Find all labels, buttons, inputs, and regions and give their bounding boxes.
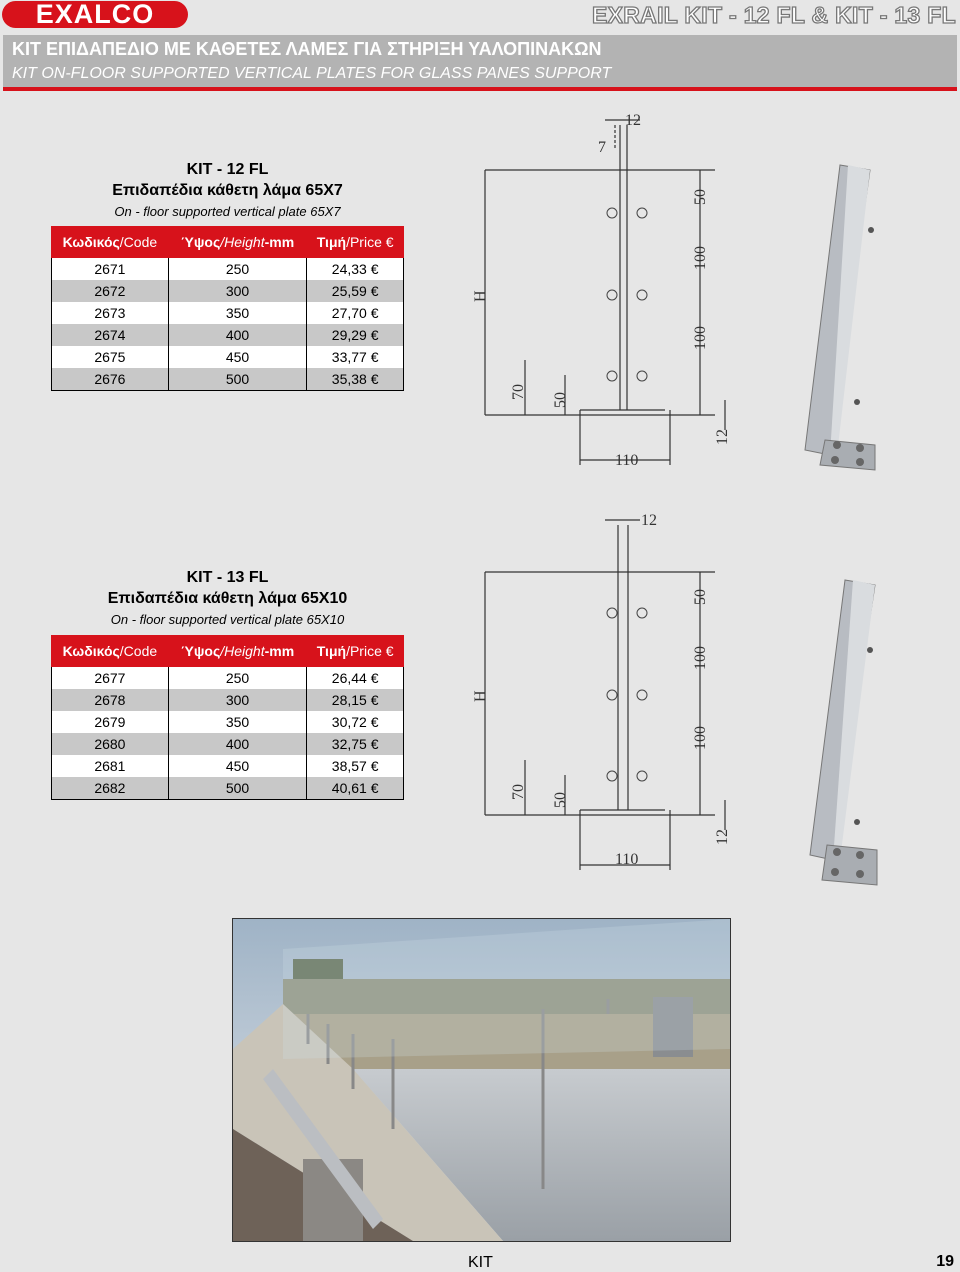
- table-row: [52, 667, 404, 690]
- table-row: [52, 733, 404, 755]
- height-cell: 300: [168, 689, 307, 711]
- dim-7-label: 7: [598, 139, 606, 156]
- code-cell: 2674: [52, 324, 169, 346]
- page-header-title: EXRAIL KIT - 12 FL & KIT - 13 FL: [591, 2, 956, 28]
- dim-12-label: 12: [625, 112, 641, 129]
- title-banner: [3, 35, 957, 91]
- dim-50-label: 50: [552, 792, 569, 808]
- code-cell: 2680: [52, 733, 169, 755]
- table-row: [52, 368, 404, 391]
- page-number: 19: [936, 1253, 954, 1270]
- height-column-header: Ύψος/Height-mm: [168, 636, 307, 667]
- table-row: [52, 346, 404, 368]
- dim-50-label: 50: [692, 189, 709, 205]
- dim-100-label: 100: [692, 246, 709, 270]
- height-cell: 500: [168, 777, 307, 800]
- price-cell: 35,38 €: [307, 368, 404, 391]
- dim-110-label: 110: [615, 452, 639, 469]
- code-column-header: Κωδικός/Code: [52, 636, 169, 667]
- kit12-desc-greek: Επιδαπέδια κάθετη λάμα 65Χ7: [112, 182, 343, 199]
- table-row: [52, 258, 404, 281]
- table-row: [52, 755, 404, 777]
- kit13-technical-drawing: [465, 510, 885, 890]
- dim-50-label: 50: [552, 392, 569, 408]
- height-cell: 450: [168, 755, 307, 777]
- price-cell: 38,57 €: [307, 755, 404, 777]
- dim-12-label: 12: [714, 829, 731, 845]
- height-cell: 450: [168, 346, 307, 368]
- code-column-header: Κωδικός/Code: [52, 227, 169, 258]
- price-cell: 27,70 €: [307, 302, 404, 324]
- price-column-header: Τιμή/Price €: [307, 636, 404, 667]
- price-cell: 40,61 €: [307, 777, 404, 800]
- price-cell: 26,44 €: [307, 667, 404, 690]
- dim-12-label: 12: [714, 429, 731, 445]
- height-cell: 350: [168, 711, 307, 733]
- price-cell: 24,33 €: [307, 258, 404, 281]
- table-row: [52, 777, 404, 800]
- table-row: [52, 324, 404, 346]
- price-cell: 29,29 €: [307, 324, 404, 346]
- installation-photo: [232, 918, 731, 1242]
- kit12-heading: [51, 160, 404, 222]
- table-header-row: [52, 636, 404, 667]
- kit13-desc-greek: Επιδαπέδια κάθετη λάμα 65Χ10: [107, 590, 348, 607]
- code-cell: 2681: [52, 755, 169, 777]
- code-cell: 2676: [52, 368, 169, 391]
- banner-title-english: KIT ON-FLOOR SUPPORTED VERTICAL PLATES FOR GLASS PANES SUPPORT: [12, 65, 612, 82]
- height-cell: 400: [168, 324, 307, 346]
- code-cell: 2679: [52, 711, 169, 733]
- dim-70-label: 70: [510, 784, 527, 800]
- price-cell: 28,15 €: [307, 689, 404, 711]
- kit13-price-table: [51, 635, 404, 800]
- code-cell: 2675: [52, 346, 169, 368]
- code-cell: 2682: [52, 777, 169, 800]
- dim-100-label: 100: [692, 726, 709, 750]
- dim-70-label: 70: [510, 384, 527, 400]
- height-cell: 250: [168, 667, 307, 690]
- kit12-desc-english: On - floor supported vertical plate 65X7: [114, 204, 341, 219]
- table-row: [52, 689, 404, 711]
- code-cell: 2673: [52, 302, 169, 324]
- logo-text: EXALCO: [35, 0, 155, 29]
- table-row: [52, 302, 404, 324]
- table-row: [52, 280, 404, 302]
- footer-section-label: KIT: [468, 1254, 493, 1271]
- code-cell: 2677: [52, 667, 169, 690]
- height-cell: 400: [168, 733, 307, 755]
- dim-h-label: H: [472, 690, 489, 702]
- table-header-row: [52, 227, 404, 258]
- kit12-name: KIT - 12 FL: [186, 161, 269, 178]
- table-row: [52, 711, 404, 733]
- kit13-name: KIT - 13 FL: [186, 569, 269, 586]
- price-cell: 25,59 €: [307, 280, 404, 302]
- exalco-logo: [2, 1, 188, 28]
- dim-100-label: 100: [692, 326, 709, 350]
- kit12-price-table: [51, 226, 404, 391]
- price-cell: 32,75 €: [307, 733, 404, 755]
- height-column-header: Ύψος/Height-mm: [168, 227, 307, 258]
- kit13-heading: [51, 568, 404, 630]
- height-cell: 500: [168, 368, 307, 391]
- dim-12-label: 12: [641, 512, 657, 529]
- kit13-desc-english: On - floor supported vertical plate 65X10: [110, 612, 345, 627]
- code-cell: 2672: [52, 280, 169, 302]
- vertical-plate-illustration: [805, 165, 875, 470]
- code-cell: 2678: [52, 689, 169, 711]
- code-cell: 2671: [52, 258, 169, 281]
- height-cell: 350: [168, 302, 307, 324]
- height-cell: 250: [168, 258, 307, 281]
- dim-100-label: 100: [692, 646, 709, 670]
- price-cell: 33,77 €: [307, 346, 404, 368]
- dim-h-label: H: [472, 290, 489, 302]
- banner-title-greek: KIT ΕΠΙΔΑΠΕΔΙΟ ΜΕ ΚΑΘΕΤΕΣ ΛΑΜΕΣ ΓΙΑ ΣΤΗΡΙΞΗ ΥΑΛΟΠΙΝΑΚΩΝ: [12, 39, 602, 59]
- vertical-plate-illustration: [810, 580, 877, 885]
- dim-110-label: 110: [615, 851, 639, 868]
- kit12-technical-drawing: [465, 110, 885, 480]
- dim-50-label: 50: [692, 589, 709, 605]
- price-column-header: Τιμή/Price €: [307, 227, 404, 258]
- price-cell: 30,72 €: [307, 711, 404, 733]
- height-cell: 300: [168, 280, 307, 302]
